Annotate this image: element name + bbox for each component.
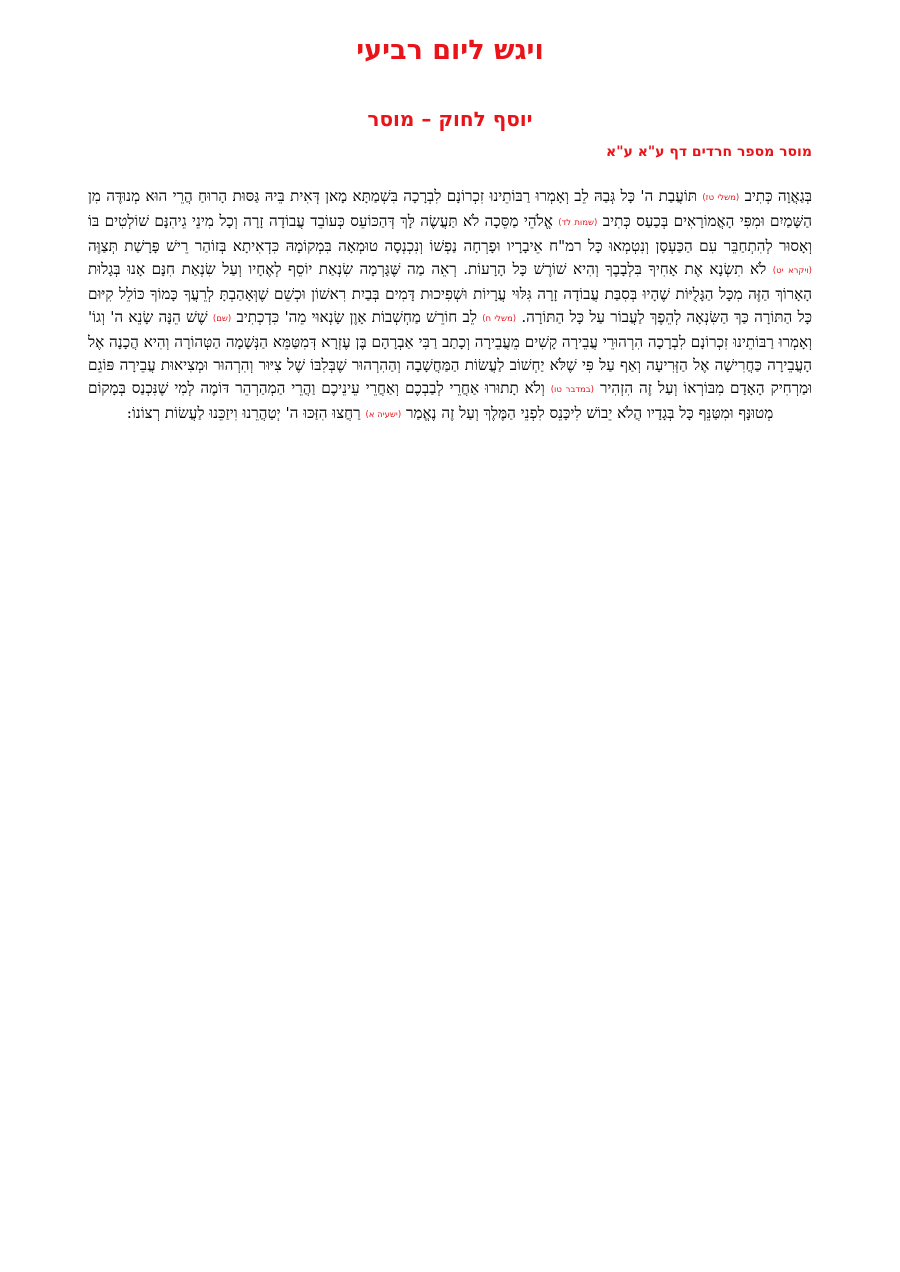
verse-reference: (שם) — [212, 314, 232, 324]
body-text-segment: בְּגַאֲוָה כְּתִיב — [739, 187, 812, 205]
verse-reference: (שמות לד) — [558, 218, 598, 228]
verse-reference: (ישעיה א) — [365, 410, 402, 420]
page-subtitle: יוסף לחוק – מוסר — [367, 107, 533, 131]
verse-reference: (ויקרא יט) — [772, 266, 812, 276]
verse-reference: (במדבר טו) — [550, 385, 595, 395]
document-page — [88, 0, 812, 1272]
body-text-segment: רַחֲצוּ הִזַּכּוּ ה' יְטַהֲרֵנוּ וִיזַכֵּנוּ לַעֲשׂוֹת רְצוֹנוֹ: — [126, 404, 366, 422]
page-title: ויגש ליום רביעי — [356, 35, 544, 66]
body-paragraph — [88, 185, 812, 427]
body-text-segment: תּוֹעֲבַת ה' כָּל גְּבַהּ לֵב וְאָמְרוּ רַבּוֹתֵינוּ זִכְרוֹנָם לִבְרָכָה בִּשְׁמַתָּא מָאן דְּאִית בֵּיהּ גַּסּוּת הָרוּחַ הֲרֵי הוּא מְנוּדֶּה מִן הַשָּׁמַיִם וּמִפִּי הָאֲמוֹרָאִים בְּכַעַס כְּתִיב — [88, 187, 812, 230]
source-citation: מוסר מספר חרדים דף ע"א ע"א — [606, 144, 812, 160]
verse-reference: (משלי טז) — [702, 193, 740, 203]
body-text-segment: לֹא תִשְׂנָא אֶת אָחִיךָ בִּלְבָבֶךָ וְהִיא שׁוֹרֶשׁ כָּל הָרָעוֹת. רְאֵה מַה שֶּׁגָּרְמָה שִׂנְאַת יוֹסֵף לְאֶחָיו וְעַל שִׂנְאַת חִנָּם אָנוּ בְּגָלוּת הָאָרוֹךְ הַזֶּה מִכָּל הַגָּלֻיּוֹת שֶׁהָיוּ בְּסִבַּת עֲבוֹדָה זָרָה גִּלּוּי עֲרָיוֹת וּשְׁפִיכוּת דָּמִים בְּבַיִת רִאשׁוֹן וּכְשֵׁם שֶׁוְּאָהַבְתָּ לְרֵעֲךָ כָּמוֹךָ כּוֹלֵל קִיּוּם כָּל הַתּוֹרָה כַּךְ הַשִּׂנְאָה לְהֵפֶךְ לַעֲבוֹר עַל כָּל הַתּוֹרָה. — [88, 260, 812, 326]
body-text-segment: שֶׁשׁ הֵנָּה שָׂנֵא ה' וְגוֹ' וְאָמְרוּ רַבּוֹתֵינוּ זִכְרוֹנָם לִבְרָכָה הִרְהוּרֵי עֲבֵירָה קָשִׁים מֵעֲבֵירָה וְכָתַב רַבִּי אַבְרָהָם בֶּן עֶזְרָא דְּמִטַּמֵּא הַנְּשָׁמָה הַטְּהוֹרָה וְהִיא הֲכָנָה אֶל הָעֲבֵירָה כַּחֲרִישָׁה אֶל הַזְּרִיעָה וְאַף עַל פִּי שֶׁלֹּא יַחְשׁוֹב לַעֲשׂוֹת הַמַּחֲשָׁבָה וְהַהִרְהוּר שֶׁבְּלִבּוֹ שֶׁל צִיּוּר וְהִרְהוּר וּמְצִיאוּת עֲבֵירָה פּוֹגֵם וּמַרְחִיק הָאָדָם מִבּוֹרְאוֹ וְעַל זֶה הִזְהִיר — [88, 308, 813, 397]
body-text-segment: אֱלֹהֵי מַסֵּכָה לֹא תַּעֲשֶׂה לָּךְ דְּהַכּוֹעֵס כְּעוֹבֵד עֲבוֹדָה זָרָה וְכָל מִינֵי גֵיהִנָּם שׁוֹלְטִים בּוֹ וְאָסוּר לְהִתְחַבֵּר עִם הַכַּעְסָן וְנִטְמְאוּ כָּל רמ"ח אֵיבָרָיו וּפָרְחָה נַפְשׁוֹ וְנִכְנְסָה טוּמְאָה בִּמְקוֹמָהּ כִּדְאִיתָא בְּזוֹהַר רֵישׁ פָּרָשַׁת תְּצַוֶּה — [88, 212, 812, 255]
body-text-segment: וְלֹא תָתוּרוּ אַחֲרֵי לְבַבְכֶם וְאַחֲרֵי עֵינֵיכֶם וַהֲרֵי הַמְהַרְהֵר דּוֹמֶה לְמִי שֶׁנִּכְנַס בְּמָקוֹם מְטוּנָּף וּמִטַּנֵּף כָּל בְּגָדָיו הֲלֹא יֵבוֹשׁ לִיכָּנֵס לִפְנֵי הַמֶּלֶךְ וְעַל זֶה נֶאֱמַר — [88, 379, 774, 422]
body-text-segment: לֵב חוֹרֵשׁ מַחְשְׁבוֹת אָוֶן שָׂנְאוּי מֵה' כִּדְכְתִיב — [231, 308, 483, 326]
verse-reference: (משלי ח) — [482, 314, 517, 324]
